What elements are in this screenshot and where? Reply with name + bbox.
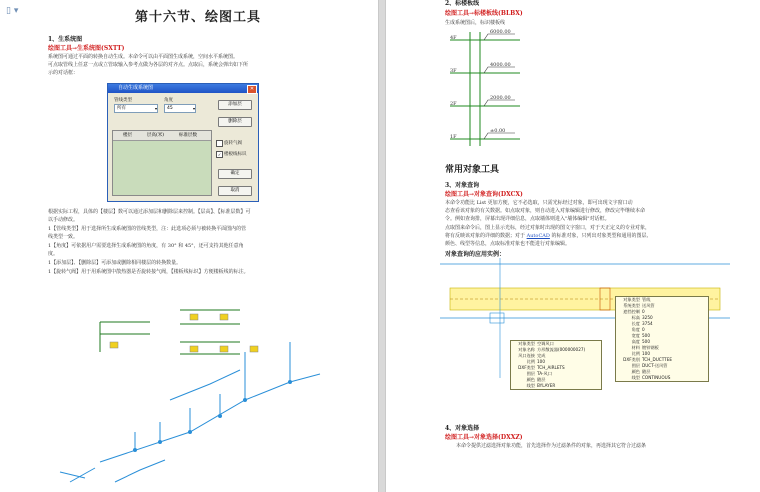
auto-system-dialog: [107, 83, 259, 202]
info-value: 送风管: [642, 303, 655, 308]
info-key: 图层: [631, 363, 640, 368]
info-key: 颜色: [526, 377, 535, 382]
section-heading: 3、对象查询: [445, 182, 480, 189]
paragraph: 态查看该对象的有关数据。如点取对象，则自动进入对象编辑进行修改，修改完毕继续本命: [445, 208, 646, 214]
info-value: 方形散流器(000000027): [537, 347, 586, 352]
info-key: 宽度: [631, 333, 640, 338]
info-value: BYLAYER: [537, 383, 556, 388]
info-value: 100: [537, 359, 545, 364]
menu-path: 绘图工具→标楼板线(BLBX): [445, 10, 523, 17]
paragraph: 点取图来命令后，图上显示光标，经过对象时出现的图文字窗口，对于天正定义的专业对象，: [445, 225, 651, 231]
paragraph: 1【角度】可依据用户需要选择生成系统图的角度，有 30° 和 45°，还可支持其他任意角: [48, 243, 244, 249]
paragraph: 1【添加层】、【删除层】可添加或删除相同楼层的转换数量。: [48, 260, 182, 266]
paragraph: 可点取管线上任意一点或立管取输入参考点做为各层的对齐点。点取后，系统会弹出如下所: [48, 62, 249, 68]
dialog-titlebar: [108, 84, 258, 93]
info-key: 对象名称: [518, 347, 535, 352]
info-key: 比例: [526, 359, 535, 364]
info-value: TA-风口: [537, 371, 552, 376]
pipe-type-select[interactable]: 所有 ▾: [114, 104, 158, 113]
page-view-icon[interactable]: ▯ ▾: [6, 6, 19, 16]
dialog-title: 自动生成系统图: [118, 85, 154, 91]
paragraph: 生成系统图后，标识楼板线: [445, 20, 506, 26]
level-label: 4F: [450, 35, 457, 41]
info-value: 随层: [537, 377, 546, 382]
paragraph: 根据实际工程，具体的【楼层】数可以通过添加层和删除层来控制。【层高】、【标准层数】可: [48, 209, 251, 215]
info-key: 标高: [631, 315, 640, 320]
info-value: 管线: [642, 297, 651, 302]
menu-path: 绘图工具→对象选择(DXXZ): [445, 434, 523, 441]
rotate-valve-label: 旋转气阀: [224, 141, 242, 146]
page-separator: [378, 0, 386, 492]
delete-floor-button[interactable]: 删除层: [218, 117, 252, 127]
info-key: 对象类型: [518, 341, 535, 346]
info-key: 颜色: [631, 369, 640, 374]
info-key: 高度: [631, 339, 640, 344]
info-key: 线型: [631, 375, 640, 380]
page-title: 第十六节、绘图工具: [135, 10, 262, 25]
info-value: 0: [642, 309, 645, 314]
slab-line-checkbox[interactable]: ✓: [217, 152, 222, 157]
elevation-label: 2000.00: [490, 95, 511, 101]
outlet-info-panel: [510, 340, 602, 390]
info-value: TCH_DUCTTEE: [642, 357, 673, 362]
info-value: CONTINUOUS: [642, 375, 671, 380]
level-label: 2F: [450, 101, 457, 107]
paragraph: 线类型一致。: [48, 234, 79, 240]
paragraph: 令。例如查询排，屏幕出现详细信息，点取墙体则进入"墙体编辑"对话框。: [445, 216, 610, 222]
info-value: TCH_AIRLETS: [537, 365, 565, 370]
paragraph: 以手动修改。: [48, 217, 79, 223]
elevation-label: ±0.00: [490, 128, 506, 134]
info-key: 角度: [631, 327, 640, 332]
menu-path: 绘图工具→对象查询(DXCX): [445, 191, 523, 198]
paragraph: 颜色、线型等信息，点取标准对象也不能进行对象编辑。: [445, 241, 571, 247]
info-value: 500: [642, 333, 650, 338]
section-title: 常用对象工具: [445, 165, 500, 175]
paragraph: 本命令功能比 List 更加方便，它不必选取，只需光标经过对象，即可出现文字窗口动: [445, 200, 633, 206]
info-key: 对象类型: [623, 297, 640, 302]
angle-label: 角度: [164, 98, 173, 103]
elevation-label: 4000.00: [490, 62, 511, 68]
paragraph: 1【管线类型】用于选择所生成系统图的管线类型，注：此选项必须与被转换平面图内的管: [48, 226, 247, 232]
section-heading: 4、对象选择: [445, 425, 480, 432]
table-header: [113, 131, 211, 141]
info-value: DUCT-送风管: [642, 363, 668, 368]
info-key: DXF类型: [518, 365, 535, 370]
level-label: 3F: [450, 68, 457, 74]
paragraph: 将有反映该对象的详细的数据；对于 AutoCAD 的标准对象，只列出对象类型和通用的图层、: [445, 233, 652, 239]
info-row: [511, 383, 601, 389]
pipe-type-label: 管线类型: [114, 98, 132, 103]
ok-button[interactable]: 确定: [218, 169, 252, 179]
menu-path: 绘图工具→生系统图(SXTT): [48, 45, 125, 52]
info-key: 比例: [631, 351, 640, 356]
example-heading: 对象查询的应用实例：: [445, 251, 506, 258]
info-key: 风口连接: [518, 353, 535, 358]
info-value: 镀锌钢板: [642, 345, 659, 350]
close-icon[interactable]: ✕: [247, 85, 257, 94]
paragraph: 1【旋转气阀】用于用系统图中散热器是否旋转接气阀，【楼板线标识】方便楼板线的标注。: [48, 269, 249, 275]
section-heading: 2、标楼板线: [445, 0, 480, 7]
paragraph: 度。: [48, 251, 59, 257]
rotate-valve-checkbox[interactable]: [216, 140, 223, 147]
paragraph: 示的对话框：: [48, 70, 79, 76]
info-value: 空调风口: [537, 341, 554, 346]
info-key: 遮挡控制: [623, 309, 640, 314]
section-heading: 1、生系统图: [48, 36, 83, 43]
info-value: 100: [642, 351, 650, 356]
info-key: 系统类型: [623, 303, 640, 308]
info-value: 3250: [642, 315, 653, 320]
level-label: 1F: [450, 134, 457, 140]
info-key: 线型: [526, 383, 535, 388]
left-page: [40, 0, 370, 492]
info-value: 500: [642, 339, 650, 344]
cancel-button[interactable]: 取消: [218, 186, 252, 196]
right-page: [440, 0, 740, 492]
angle-select[interactable]: 45 ▾: [164, 104, 196, 113]
pipe-info-panel: [615, 296, 709, 382]
info-key: DXF类别: [623, 357, 640, 362]
column-height: 层高(米): [147, 133, 165, 138]
column-std-floors: 标准层数: [179, 133, 197, 138]
elevation-label: 6000.00: [490, 29, 511, 35]
paragraph: 系统图可通过平面的转换自动生成。本命令可以由平面图生成系统，空间水平系统图。: [48, 54, 239, 60]
info-value: 3754: [642, 321, 653, 326]
floor-table[interactable]: [112, 130, 212, 196]
info-row: [616, 375, 708, 381]
info-key: 图层: [526, 371, 535, 376]
info-value: 随层: [642, 369, 651, 374]
add-floor-button[interactable]: 添加层: [218, 100, 252, 110]
info-key: 长度: [631, 321, 640, 326]
info-value: 0: [642, 327, 645, 332]
slab-line-label: 楼板线标识: [224, 152, 247, 157]
info-key: 材料: [631, 345, 640, 350]
autocad-link[interactable]: AutoCAD: [526, 233, 550, 239]
column-floor: 楼层: [123, 133, 132, 138]
paragraph: 本命令提供过滤选择对象功能，首先选择作为过滤条件的对象，再选择其它符合过滤条: [456, 443, 647, 449]
system-diagram: [40, 282, 370, 492]
info-value: 完成: [537, 353, 546, 358]
